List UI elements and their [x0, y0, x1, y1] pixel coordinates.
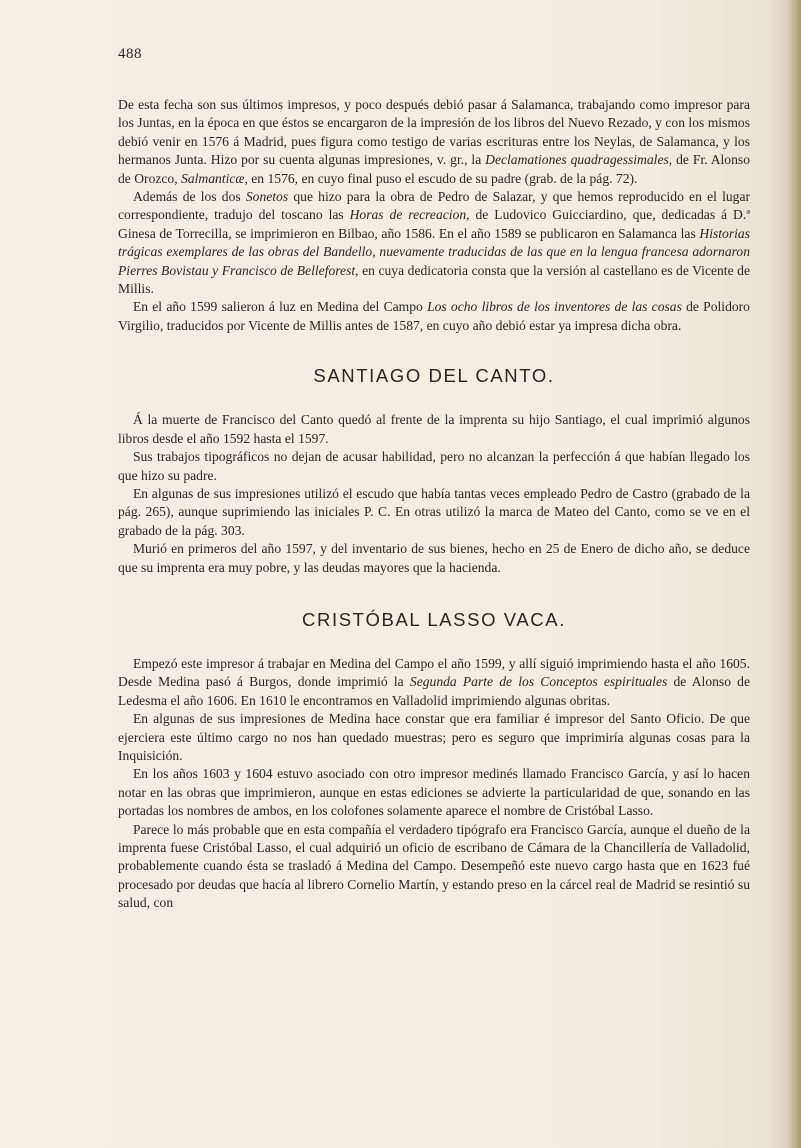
paragraph: [118, 448, 750, 485]
paragraph: [118, 298, 750, 335]
text-run: de Alonso de Ledesma el año 1606. En 1610 le encontramos en Valladolid imprimiendo algunas obritas.: [118, 674, 750, 708]
paragraph: [118, 655, 750, 710]
italic-title: Salmanticæ: [181, 170, 245, 186]
text-run: Además de los dos: [132, 189, 246, 205]
text-run: Á la muerte de Francisco del Canto quedó al frente de la imprenta su hijo Santiago, el cual imprimió algunos libros desde el año 1592 hasta el 1597.: [118, 412, 750, 446]
text-run: , de Fr. Alonso de Orozco,: [118, 152, 750, 186]
italic-title: Los ocho libros de los inventores de las cosas: [427, 299, 682, 315]
paragraph: [118, 411, 750, 448]
page-number: 488: [118, 46, 142, 62]
text-run: , en cuya dedicatoria consta que la versión al castellano es de Vicente de Millis.: [118, 262, 750, 297]
italic-title: Historias trágicas exemplares de las obras del Bandello, nuevamente traducidas de las que en la lengua francesa adornaron Pierres Bovistau y Francisco de Belleforest: [118, 225, 750, 278]
text-run: De esta fecha son sus últimos impresos, y poco después debió pasar á Salamanca, trabajando como impresor para los Juntas, en la época en que éstos se encargaron de la impresión de los libros del Nuevo Rezado, y con los mismos debió venir en 1576 á Madrid, pues figura como testigo de varias escrituras entre los Neylas, de Salamanca, y los hermanos Junta. Hizo por su cuenta algunas impresiones, v. gr., la: [118, 97, 750, 168]
text-run: , de Ludovico Guicciardino, que, dedicadas á D.ª Ginesa de Torrecilla, se imprimieron en Bilbao, año 1586. En el año 1589 se publicaron en Salamanca las: [118, 207, 750, 241]
text-run: Parece lo más probable que en esta compañía el verdadero tipógrafo era Francisco García, aunque el dueño de la imprenta fuese Cristóbal Lasso, el cual adquirió un oficio de escribano de Cámara de la Chancillería de Valladolid, probablemente cuando ésta se trasladó á Medina del Campo. Desempeñó este nuevo cargo hasta que en 1623 fué procesado por deudas que hacía al librero Cornelio Martín, y estando preso en la cárcel real de Madrid se resintió su salud, con: [118, 821, 750, 911]
italic-title: Horas de recreacion: [349, 207, 467, 223]
italic-title: Sonetos: [245, 189, 289, 205]
paragraph: [118, 710, 750, 765]
text-run: En algunas de sus impresiones de Medina hace constar que era familiar é impresor del Santo Oficio. De que ejerciera este último cargo no nos han quedado muestras; pero es seguro que imprimiría algunas cosas para la Inquisición.: [118, 711, 750, 763]
text-run: En los años 1603 y 1604 estuvo asociado con otro impresor medinés llamado Francisco García, y así lo hacen notar en las obras que imprimieron, aunque en estas ediciones se advierte la particularidad de que, sonando en las portadas los nombres de ambos, en los colofones solamente aparece el nombre de Cristóbal Lasso.: [118, 766, 750, 819]
paragraph: [118, 540, 750, 577]
text-run: que hizo para la obra de Pedro de Salazar, y que hemos reproducido en el lugar correspondiente, tradujo del toscano las: [118, 189, 751, 223]
text-run: Murió en primeros del año 1597, y del inventario de sus bienes, hecho en 25 de Enero de dicho año, se deduce que su imprenta era muy pobre, y las deudas mayores que la hacienda.: [118, 541, 750, 575]
page-content: [118, 96, 750, 913]
paragraph: [118, 821, 750, 913]
intro-text: [118, 96, 750, 335]
paragraph: [118, 765, 750, 820]
section-cristobal-lasso-vaca: [118, 655, 750, 913]
italic-title: Declamationes quadragessimales: [485, 152, 669, 168]
paragraph: [118, 96, 750, 188]
text-run: Sus trabajos tipográficos no dejan de acusar habilidad, pero no alcanzan la perfección á que habían llegado los que hizo su padre.: [118, 449, 750, 483]
text-run: de Polidoro Virgilio, traducidos por Vicente de Millis antes de 1587, en cuyo año debió estar ya impresa dicha obra.: [118, 299, 750, 333]
text-run: , en 1576, en cuyo final puso el escudo de su padre (grab. de la pág. 72).: [244, 170, 638, 186]
text-run: En el año 1599 salieron á luz en Medina del Campo: [132, 299, 428, 315]
page-edge: [787, 0, 801, 1148]
section-heading: CRISTÓBAL LASSO VACA.: [302, 608, 566, 630]
text-run: En algunas de sus impresiones utilizó el escudo que había tantas veces empleado Pedro de Castro (grabado de la pág. 265), aunque suprimiendo las iniciales P. C. En otras utilizó la marca de Mateo del Canto, como se ve en el grabado de la pág. 303.: [118, 485, 750, 538]
text-run: Empezó este impresor á trabajar en Medina del Campo el año 1599, y allí siguió imprimiendo hasta el año 1605. Desde Medina pasó á Burgos, donde imprimió la: [118, 655, 750, 690]
italic-title: Segunda Parte de los Conceptos espirituales: [409, 674, 668, 690]
section-santiago-del-canto: [118, 411, 750, 577]
section-heading: SANTIAGO DEL CANTO.: [313, 365, 555, 387]
paragraph: [118, 485, 750, 540]
paragraph: [118, 188, 750, 298]
